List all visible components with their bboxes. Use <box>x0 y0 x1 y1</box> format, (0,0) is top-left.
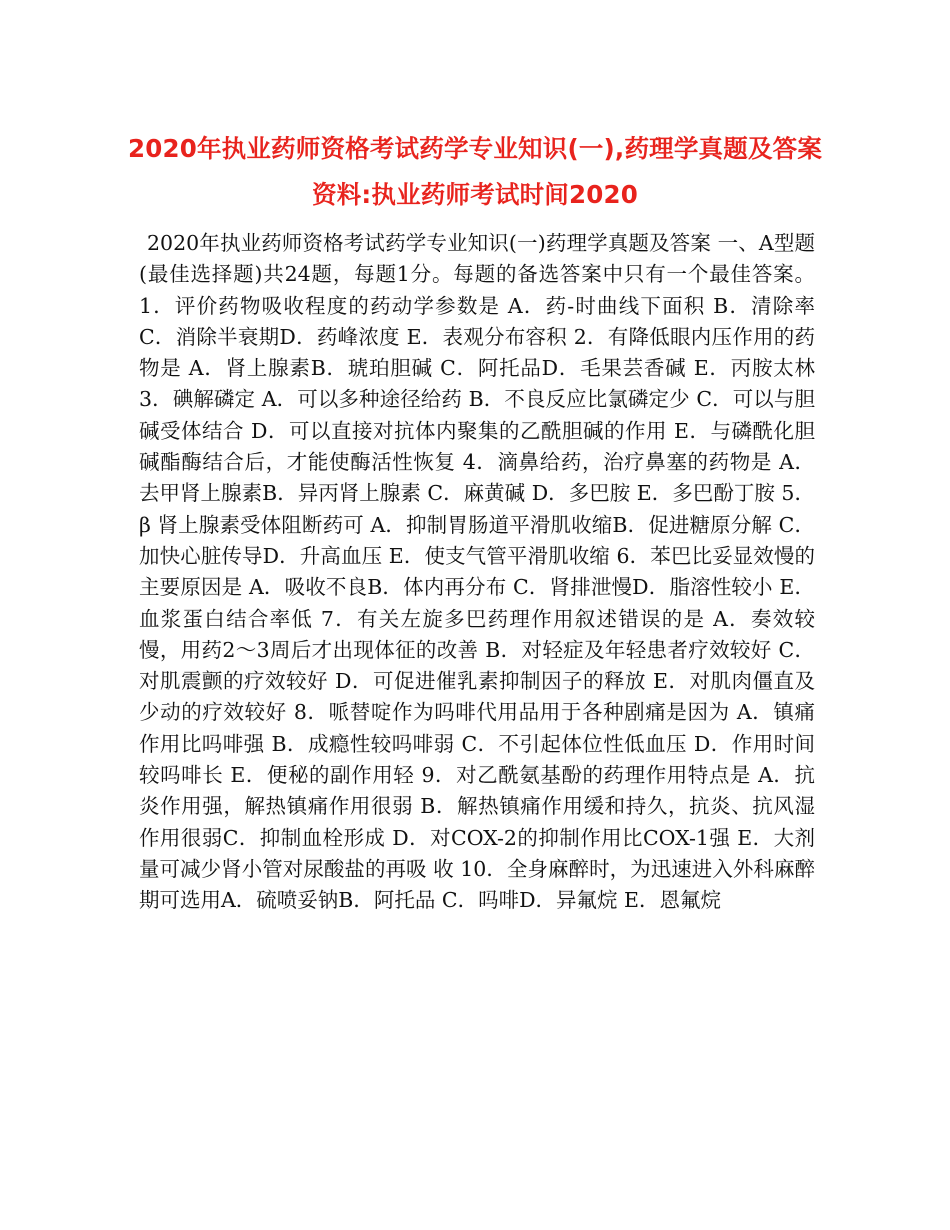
document-title: 2020年执业药师资格考试药学专业知识(一),药理学真题及答案资料:执业药师考试时间2020 <box>127 134 823 209</box>
document-body: 2020年执业药师资格考试药学专业知识(一)药理学真题及答案 一、A型题(最佳选择题)共24题，每题1分。每题的备选答案中只有一个最佳答案。1．评价药物吸收程度的药动学参数是 A．药-时曲线下面积 B．清除率 C．消除半衰期D．药峰浓度 E．表观分布容积 2．有降低眼内压作用的药物是 A．肾上腺素B．琥珀胆碱 C．阿托品D．毛果芸香碱 E．丙胺太林 3．碘解磷定 A．可以多种途径给药 B．不良反应比氯磷定少 C．可以与胆碱受体结合 D．可以直接对抗体内聚集的乙酰胆碱的作用 E．与磷酰化胆碱酯酶结合后，才能使酶活性恢复 4．滴鼻给药，治疗鼻塞的药物是 A．去甲肾上腺素B．异丙肾上腺素 C．麻黄碱 D．多巴胺 E．多巴酚丁胺 5．β 肾上腺素受体阻断药可 A．抑制胃肠道平滑肌收缩B．促进糖原分解 C．加快心脏传导D．升高血压 E．使支气管平滑肌收缩 6．苯巴比妥显效慢的主要原因是 A．吸收不良B．体内再分布 C．肾排泄慢D．脂溶性较小 E．血浆蛋白结合率低 7．有关左旋多巴药理作用叙述错误的是 A．奏效较慢，用药2～3周后才出现体征的改善 B．对轻症及年轻患者疗效较好 C．对肌震颤的疗效较好 D．可促进催乳素抑制因子的释放 E．对肌肉僵直及少动的疗效较好 8．哌替啶作为吗啡代用品用于各种剧痛是因为 A．镇痛作用比吗啡强 B．成瘾性较吗啡弱 C．不引起体位性低血压 D．作用时间较吗啡长 E．便秘的副作用轻 9．对乙酰氨基酚的药理作用特点是 A．抗炎作用强，解热镇痛作用很弱 B．解热镇痛作用缓和持久，抗炎、抗风湿作用很弱C．抑制血栓形成 D．对COX-2的抑制作用比COX-1强 E．大剂量可减少肾小管对尿酸盐的再吸 收 10．全身麻醉时，为迅速进入外科麻醉期可选用A．硫喷妥钠B．阿托品 C．吗啡D．异氟烷 E．恩氟烷 <box>139 231 815 913</box>
